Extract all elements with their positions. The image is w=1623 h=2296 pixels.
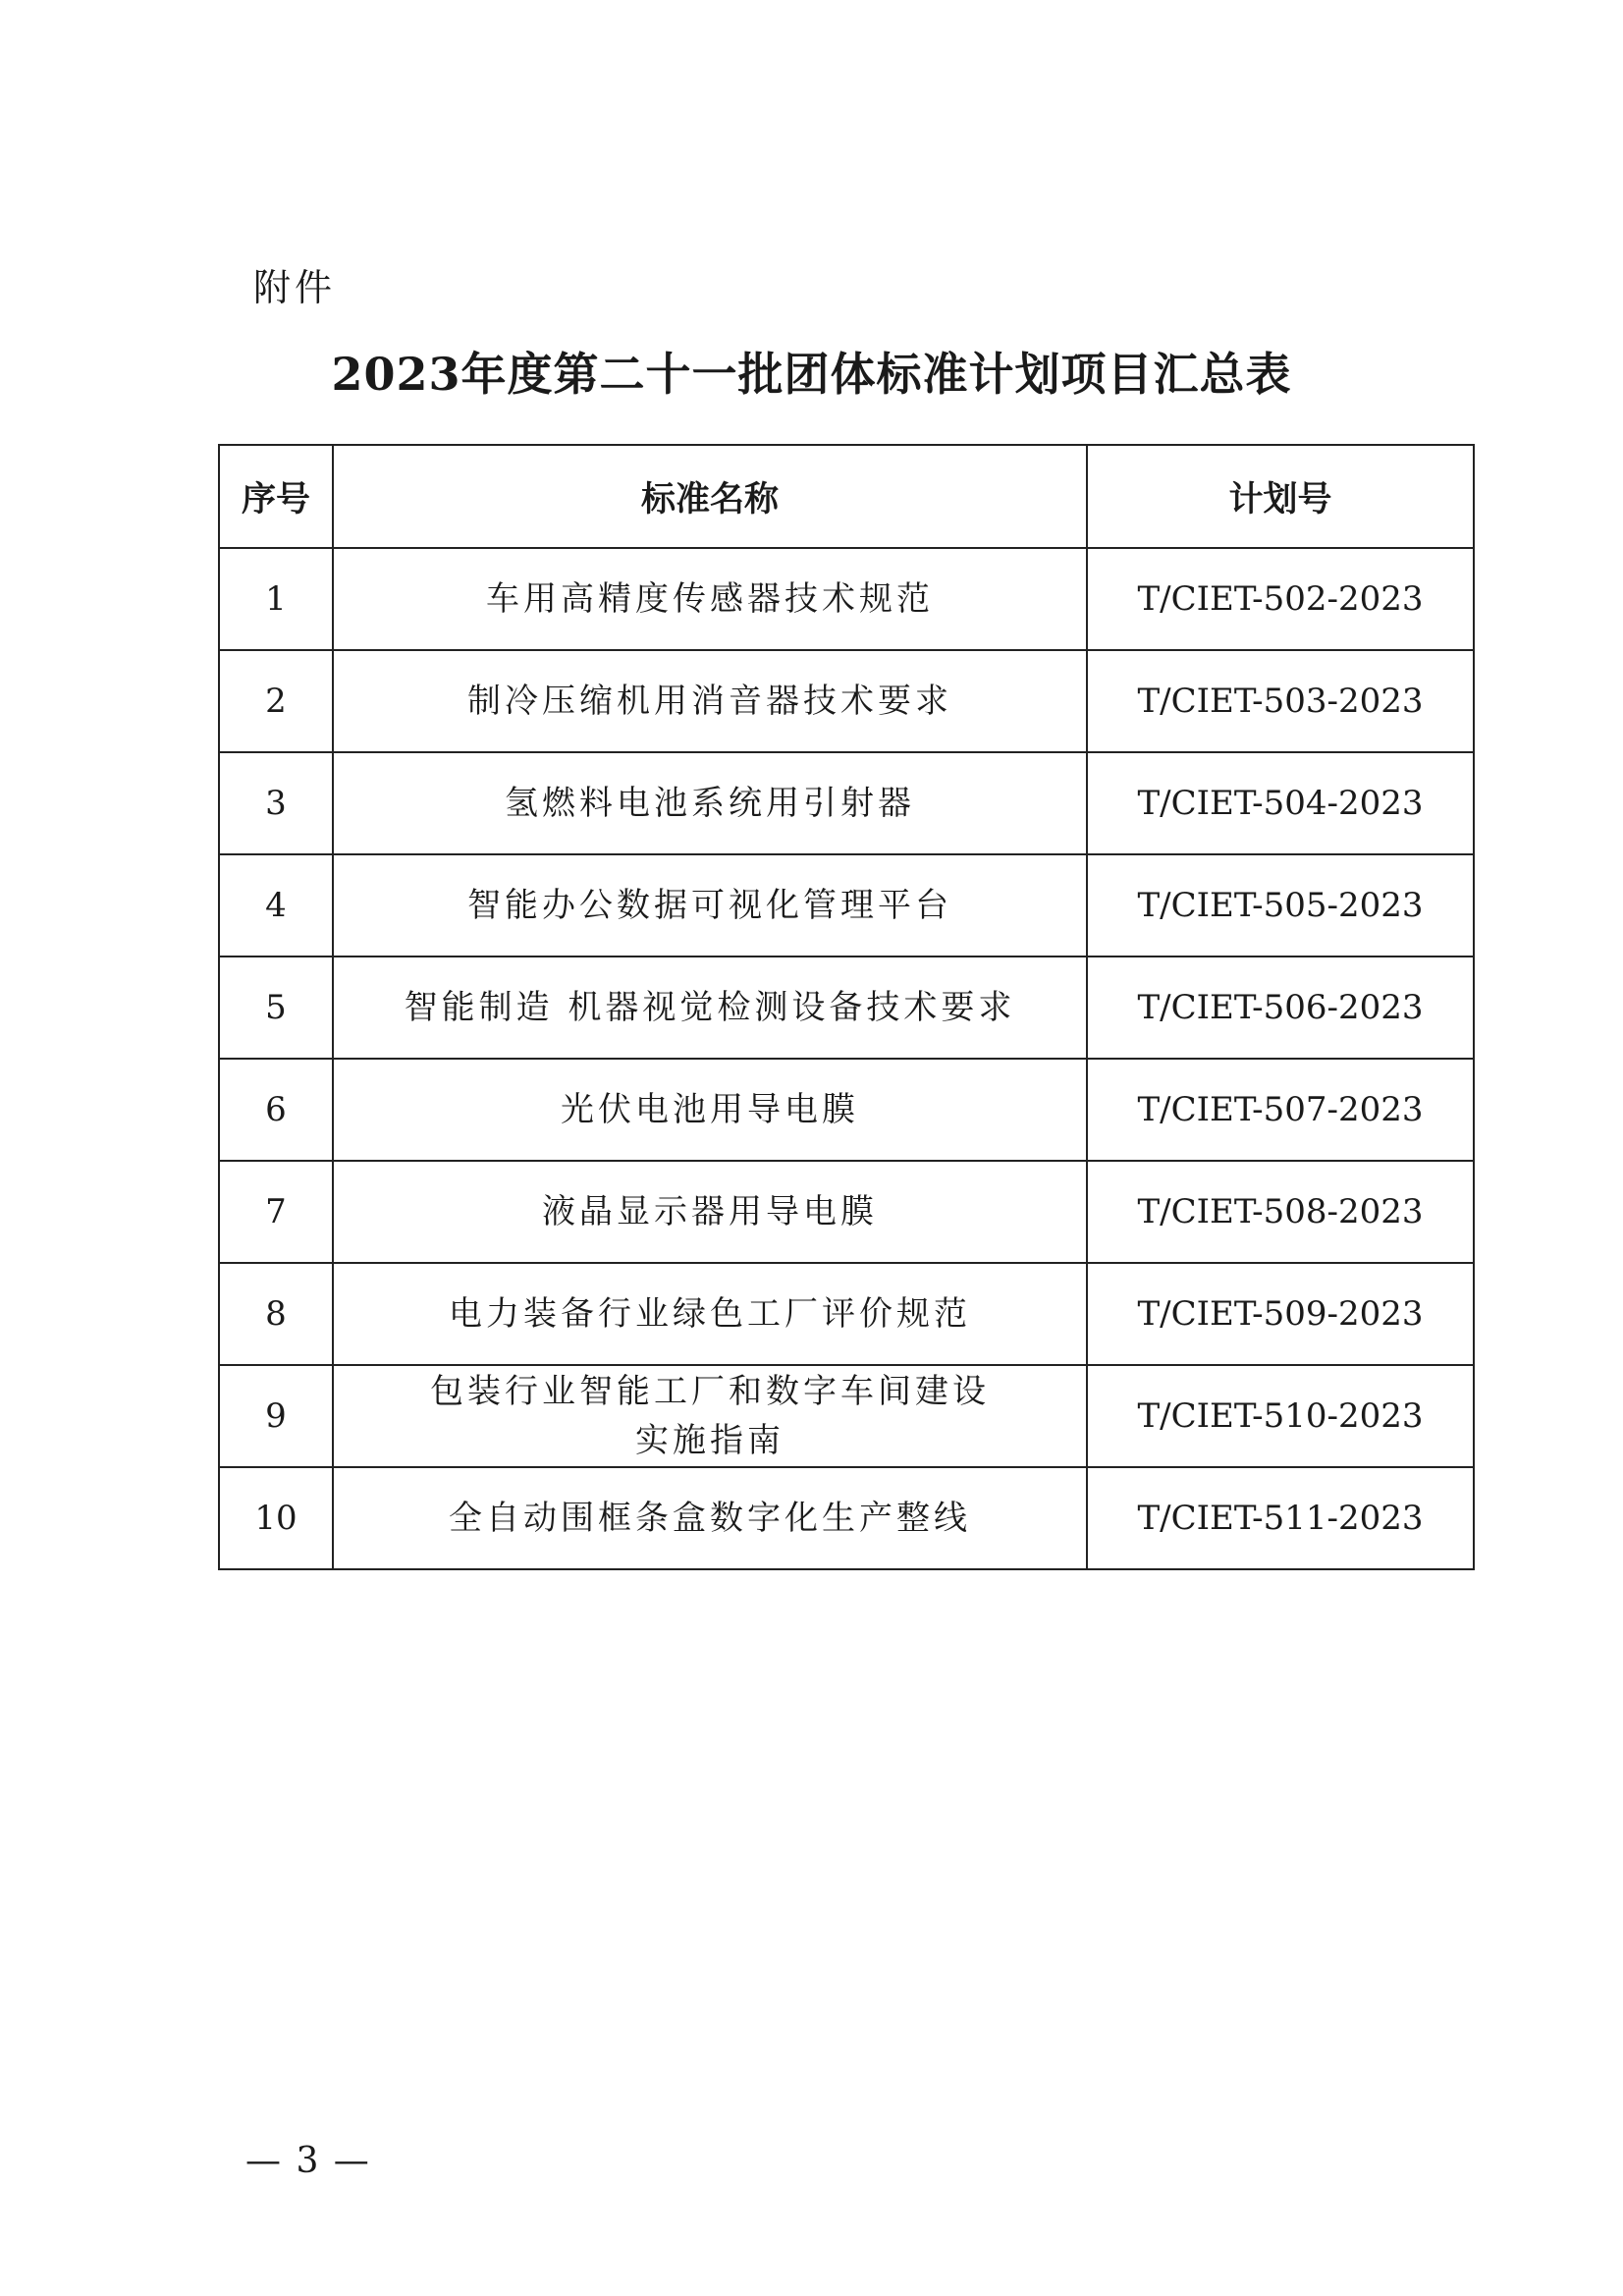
row-plan: T/CIET-510-2023	[1087, 1365, 1474, 1467]
row-plan: T/CIET-509-2023	[1087, 1263, 1474, 1365]
row-no: 1	[219, 548, 333, 650]
row-no: 6	[219, 1059, 333, 1161]
row-no: 8	[219, 1263, 333, 1365]
standards-table	[218, 444, 1475, 1570]
row-name: 电力装备行业绿色工厂评价规范	[333, 1263, 1087, 1365]
table-row	[219, 1467, 1474, 1569]
table-row	[219, 650, 1474, 752]
row-name: 光伏电池用导电膜	[333, 1059, 1087, 1161]
row-plan: T/CIET-502-2023	[1087, 548, 1474, 650]
table-row	[219, 854, 1474, 957]
row-plan: T/CIET-511-2023	[1087, 1467, 1474, 1569]
row-name-line2: 实施指南	[635, 1421, 784, 1460]
table-row	[219, 1263, 1474, 1365]
header-name: 标准名称	[333, 445, 1087, 548]
row-name: 全自动围框条盒数字化生产整线	[333, 1467, 1087, 1569]
header-no: 序号	[219, 445, 333, 548]
row-name: 液晶显示器用导电膜	[333, 1161, 1087, 1263]
table-row	[219, 1161, 1474, 1263]
document-title: 2023年度第二十一批团体标准计划项目汇总表	[331, 348, 1292, 401]
table-row	[219, 752, 1474, 854]
table-row	[219, 957, 1474, 1059]
row-plan: T/CIET-504-2023	[1087, 752, 1474, 854]
row-plan: T/CIET-505-2023	[1087, 854, 1474, 957]
row-name	[333, 1365, 1087, 1467]
row-no: 2	[219, 650, 333, 752]
table-header-row	[219, 445, 1474, 548]
row-plan: T/CIET-503-2023	[1087, 650, 1474, 752]
row-no: 3	[219, 752, 333, 854]
row-no: 9	[219, 1365, 333, 1467]
row-name: 智能制造 机器视觉检测设备技术要求	[333, 957, 1087, 1059]
attachment-label: 附件	[253, 266, 337, 309]
row-name: 制冷压缩机用消音器技术要求	[333, 650, 1087, 752]
row-plan: T/CIET-506-2023	[1087, 957, 1474, 1059]
table-row	[219, 1365, 1474, 1467]
page-number: — 3 —	[245, 2141, 371, 2181]
row-name: 智能办公数据可视化管理平台	[333, 854, 1087, 957]
table-row	[219, 548, 1474, 650]
header-plan: 计划号	[1087, 445, 1474, 548]
row-name: 氢燃料电池系统用引射器	[333, 752, 1087, 854]
row-no: 10	[219, 1467, 333, 1569]
row-name: 车用高精度传感器技术规范	[333, 548, 1087, 650]
row-no: 7	[219, 1161, 333, 1263]
row-plan: T/CIET-508-2023	[1087, 1161, 1474, 1263]
row-name-line1: 包装行业智能工厂和数字车间建设	[430, 1372, 990, 1411]
row-no: 4	[219, 854, 333, 957]
table-row	[219, 1059, 1474, 1161]
row-no: 5	[219, 957, 333, 1059]
row-plan: T/CIET-507-2023	[1087, 1059, 1474, 1161]
